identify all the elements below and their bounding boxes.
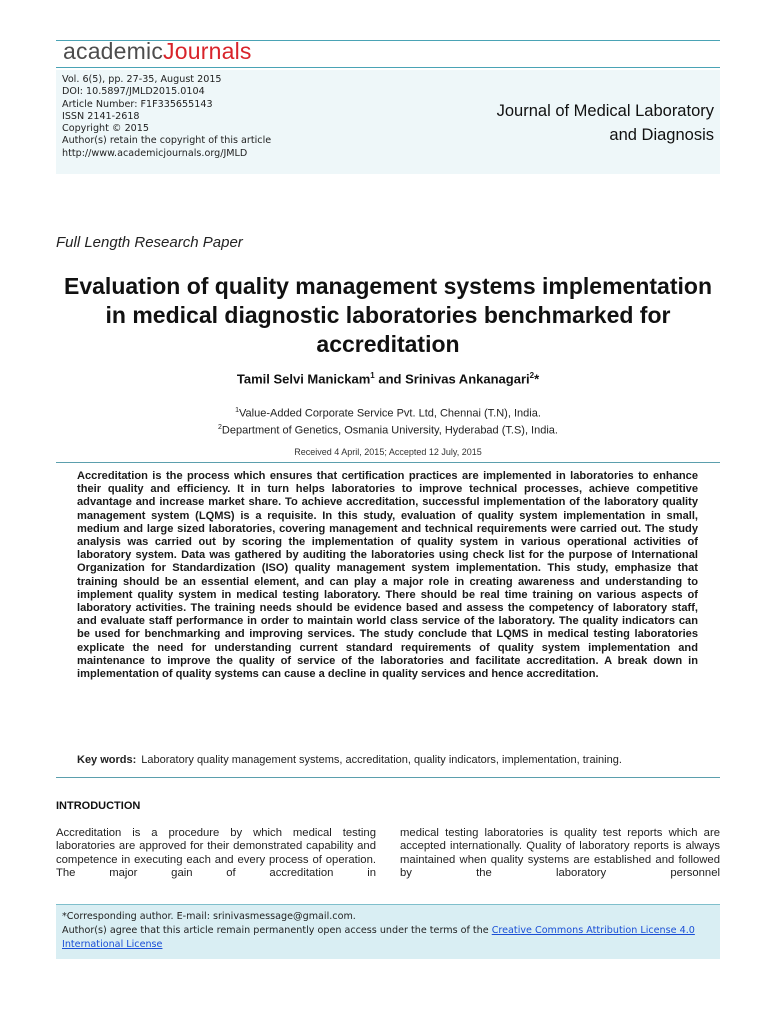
abstract-bottom-rule [56, 777, 720, 778]
corresponding-mark: * [534, 371, 540, 387]
meta-doi: DOI: 10.5897/JMLD2015.0104 [62, 86, 205, 98]
meta-issn: ISSN 2141-2618 [62, 110, 140, 122]
footnote [62, 910, 717, 953]
journal-title-line1: Journal of Medical Laboratory [496, 102, 714, 120]
article-meta [62, 74, 271, 160]
meta-rights: Author(s) retain the copyright of this article [62, 135, 272, 147]
keywords-label: Key words: [77, 754, 137, 766]
abstract-text: Accreditation is the process which ensures that certification practices are implemented in laboratories to enhance their quality and efficiency. It in turn helps laboratories to improve technical processes, achieve competitive advantage and increase market share. To achieve accreditation, successful implementation of the laboratory quality management system (LQMS) is a requisite. In this study, evaluation of quality system implementation in small, medium and large sized laboratories, covering management and technical requirements were carried out. The study analysis was carried out by scoring the implementation of quality system in various operational activities of laboratory system. Data was gathered by auditing the laboratories using check list for the purpose of International Organization for Standardization (ISO) quality management system implementation. This study, emphasize that training should be an essential element, and can play a major role in creating awareness and understanding to implement quality system in medical testing laboratory. There should be real time training on various aspects of laboratory activities. The training needs should be evidence based and assess the competency of laboratory staff, and evaluate staff performance in order to maintain world class service of the laboratory. The quality indicators can be used for benchmarking and improving services. The study conclude that LQMS in medical testing laboratories explicate the need for understanding current standard requirements of quality system implementation and maintenance to improve the quality of service of the laboratories and facilitate accreditation. A break down in implementation of quality systems can cause a decline in quality services and hence accreditation. [77, 470, 698, 681]
affiliations [56, 404, 720, 437]
author-separator: and [374, 371, 406, 387]
paper-type: Full Length Research Paper [56, 234, 243, 251]
paper-title: Evaluation of quality management systems implementation in medical diagnostic laboratories benchmarked for accreditation [64, 273, 712, 357]
affiliation-line [56, 404, 720, 421]
affiliation-text: Department of Genetics, Osmania University, Hyderabad (T.S), India. [221, 424, 558, 437]
journal-title [440, 99, 714, 147]
license-note [62, 924, 717, 952]
header-divider [56, 67, 720, 68]
meta-volume: Vol. 6(5), pp. 27-35, August 2015 [62, 74, 222, 85]
corresponding-author-note: *Corresponding author. E-mail: srinivasmessage@gmail.com. [62, 911, 356, 922]
author-name: Srinivas Ankanagari [405, 371, 530, 387]
keywords-list: Laboratory quality management systems, accreditation, quality indicators, implementation, training. [141, 754, 622, 766]
meta-article-number: Article Number: F1F335655143 [62, 98, 213, 110]
abstract-top-rule [56, 462, 720, 463]
received-dates: Received 4 April, 2015; Accepted 12 July, 2015 [294, 447, 482, 457]
affiliation-text: Value-Added Corporate Service Pvt. Ltd, Chennai (T.N), India. [239, 407, 541, 420]
logo-text-academic: academic [63, 38, 164, 64]
body-column-left: Accreditation is a procedure by which medical testing laboratories are approved for their demonstrated capability and competence in executing each and every process of operation. The major gain of accreditation in [56, 827, 376, 880]
author-name: Tamil Selvi Manickam [236, 371, 371, 387]
meta-copyright: Copyright © 2015 [62, 123, 149, 135]
license-link[interactable]: Creative Commons Attribution License 4.0 International License [62, 925, 695, 951]
logo-text-journals: Journals [163, 38, 252, 64]
affiliation-number: 1 [235, 407, 240, 414]
keywords [77, 754, 707, 766]
publisher-logo[interactable] [63, 38, 252, 65]
affiliation-number: 2 [218, 423, 222, 431]
meta-journal-url[interactable]: http://www.academicjournals.org/JMLD [62, 147, 248, 159]
section-heading-introduction: INTRODUCTION [56, 800, 141, 812]
author-list [56, 371, 720, 386]
body-column-right: medical testing laboratories is quality test reports which are accepted internationally. Quality of laboratory reports is always maintained when quality systems are established and followed by the laboratory personnel [400, 827, 720, 880]
author-affiliation-mark: 2 [529, 371, 535, 380]
license-text: Author(s) agree that this article remain permanently open access under the terms of the [62, 925, 492, 937]
author-affiliation-mark: 1 [370, 371, 375, 380]
affiliation-line [56, 421, 720, 438]
journal-title-line2: and Diagnosis [609, 126, 714, 144]
